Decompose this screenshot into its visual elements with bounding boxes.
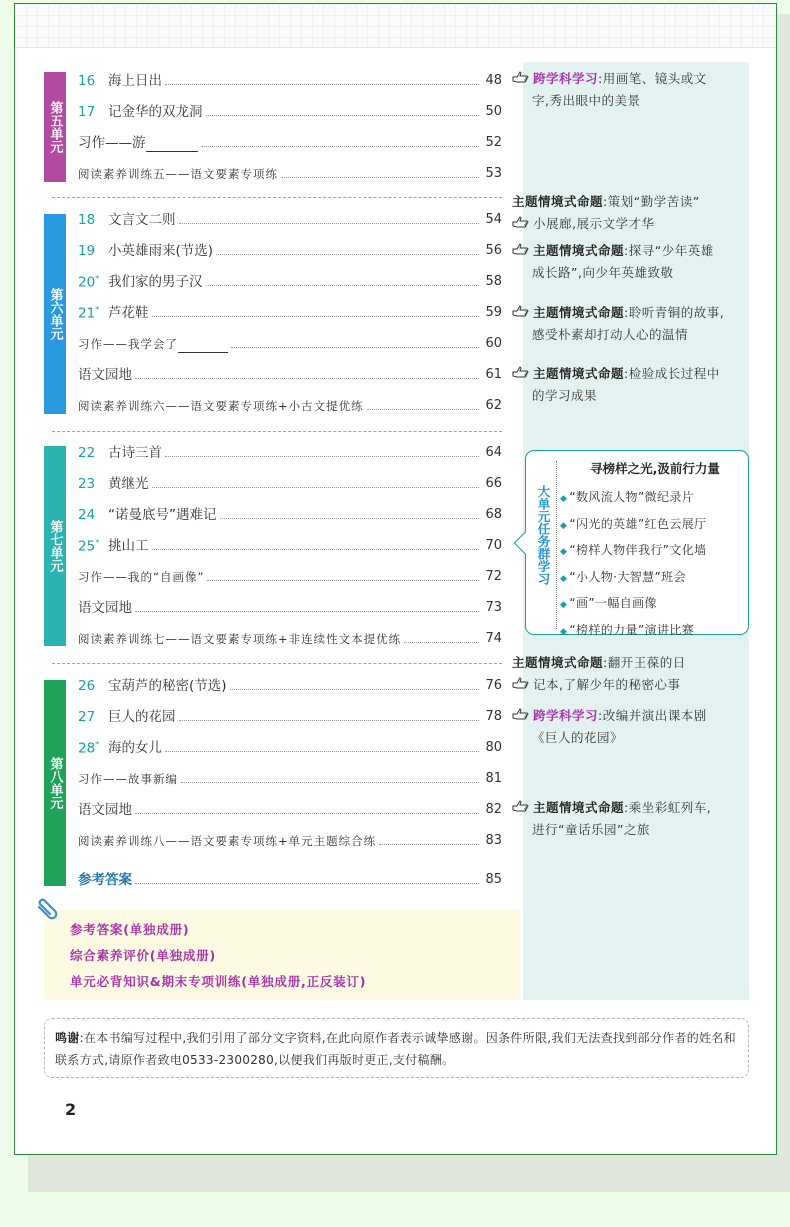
lesson-title: 阅读素养训练七——语文要素专项练+非连续性文本提优练 [78, 632, 402, 646]
leader-dots [181, 782, 479, 783]
lesson-title: 语文园地 [78, 367, 132, 383]
leader-dots [135, 378, 479, 379]
lesson-number: 22 [78, 445, 96, 461]
page-ref: 58 [485, 274, 502, 289]
ack-text: :在本书编写过程中,我们引用了部分文字资料,在此向原作者表示诚挚感谢。因条件所限,我们无法查找到部分作者的姓名和联系方式,请原作者致电0533-2300280,以便我们再版时更正,支付稿酬。 [55, 1031, 736, 1067]
leader-dots [135, 611, 479, 612]
lesson-number: 16 [78, 73, 96, 89]
lesson-title: “诺曼底号”遇难记 [108, 507, 217, 523]
lesson-title: 记金华的双龙洞 [108, 104, 203, 120]
page-ref: 52 [485, 135, 502, 150]
lesson-number: 25 [78, 538, 96, 554]
supplement-item: 单元必背知识&期末专项训练(单独成册,正反装订) [70, 974, 367, 989]
page-ref: 68 [485, 507, 502, 522]
side-note: 跨学科学习:用画笔、镜头或文 字,秀出眼中的美景 [512, 68, 758, 112]
task-divider [556, 461, 557, 629]
toc-row[interactable] [78, 364, 502, 384]
lesson-title: 我们家的男子汉 [108, 274, 203, 290]
pointing-hand-icon [512, 365, 529, 379]
leader-dots [152, 549, 480, 550]
task-item: ◆ “小人物·大智慧”班会 [560, 569, 686, 584]
page-number: 2 [65, 1100, 77, 1119]
lesson-title: 海上日出 [108, 73, 162, 89]
ack-label: 鸣谢 [55, 1031, 80, 1045]
lesson-number: 27 [78, 709, 96, 725]
lesson-title: 习作——故事新编 [78, 772, 178, 786]
side-note: 跨学科学习:改编并演出课本剧 《巨人的花园》 [512, 705, 758, 749]
fill-blank [146, 138, 198, 152]
lesson-number: 17 [78, 104, 96, 120]
optional-star: * [95, 537, 100, 547]
toc-row[interactable] [78, 302, 502, 322]
leader-dots [152, 487, 480, 488]
side-note: 主题情境式命题:翻开王葆的日 记本,了解少年的秘密心事 [512, 655, 686, 692]
lesson-title: 参考答案 [78, 872, 132, 888]
paperclip-icon [33, 897, 61, 925]
leader-dots [207, 580, 479, 581]
page-ref: 74 [485, 631, 502, 646]
pointing-hand-icon [512, 799, 529, 813]
toc-row[interactable] [78, 566, 502, 586]
pointing-hand-icon [512, 707, 529, 721]
side-note: 主题情境式命题:检验成长过程中 的学习成果 [512, 363, 758, 407]
page-ref: 60 [485, 336, 502, 351]
toc-row[interactable] [78, 535, 502, 555]
task-item: ◆ “画”一幅自画像 [560, 596, 657, 611]
lesson-title: 芦花鞋 [108, 305, 149, 321]
leader-dots [201, 146, 480, 147]
page-ref: 82 [485, 802, 502, 817]
toc-row[interactable] [78, 395, 502, 415]
leader-dots [179, 223, 480, 224]
task-title: 寻榜样之光,汲前行力量 [590, 461, 720, 476]
lesson-title: 习作——我学会了 [78, 337, 178, 351]
side-note: 主题情境式命题:探寻“少年英雄 成长路”,向少年英雄致敬 [512, 240, 758, 284]
lesson-title: 习作——我的“自画像” [78, 570, 205, 584]
leader-dots [165, 751, 479, 752]
toc-row[interactable] [78, 597, 502, 617]
unit-label-8: 第八单元 [44, 680, 66, 886]
page-ref: 73 [485, 600, 502, 615]
toc-row[interactable] [78, 504, 502, 524]
pointing-hand-icon [512, 304, 529, 318]
lesson-title: 阅读素养训练五——语文要素专项练 [78, 167, 278, 181]
section-divider [52, 663, 502, 664]
lesson-title: 海的女儿 [108, 740, 162, 756]
page-ref: 70 [485, 538, 502, 553]
pointing-hand-icon [512, 215, 529, 229]
lesson-title: 阅读素养训练八——语文要素专项练+单元主题综合练 [78, 834, 377, 848]
page-ref: 81 [485, 771, 502, 786]
pointing-hand-icon [512, 70, 529, 84]
side-note: 主题情境式命题:乘坐彩虹列车, 进行“童话乐园”之旅 [512, 797, 758, 841]
toc-row[interactable] [78, 737, 502, 757]
task-item: ◆ “闪光的英雄”红色云展厅 [560, 516, 707, 531]
page-ref: 85 [485, 872, 502, 887]
toc-row[interactable] [78, 132, 502, 152]
lesson-number: 28 [78, 740, 96, 756]
toc-row[interactable] [78, 442, 502, 462]
page-ref: 83 [485, 833, 502, 848]
acknowledgement-box [44, 1018, 749, 1078]
toc-row[interactable] [78, 628, 502, 648]
lesson-number: 18 [78, 212, 96, 228]
leader-dots [379, 844, 479, 845]
toc-row[interactable] [78, 799, 502, 819]
toc-row[interactable] [78, 271, 502, 291]
toc-row[interactable] [78, 333, 502, 353]
page-ref: 76 [485, 678, 502, 693]
leader-dots [281, 177, 479, 178]
side-note: 主题情境式命题:策划“勤学苦读” 小展廊,展示文学才华 [512, 194, 700, 231]
task-item: ◆ “数风流人物”微纪录片 [560, 490, 695, 504]
leader-dots [135, 813, 479, 814]
leader-dots [231, 347, 479, 348]
lesson-title: 语文园地 [78, 600, 132, 616]
task-side-label: 大单元任务群学习 [536, 485, 551, 585]
pointing-hand-icon [512, 676, 529, 690]
side-note: 主题情境式命题:聆听青铜的故事, 感受朴素却打动人心的温情 [512, 302, 758, 346]
page-ref: 66 [485, 476, 502, 491]
page-ref: 78 [485, 709, 502, 724]
lesson-title: 挑山工 [108, 538, 149, 554]
leader-dots [216, 254, 479, 255]
page-ref: 48 [485, 73, 502, 88]
page-ref: 80 [485, 740, 502, 755]
page-ref: 50 [485, 104, 502, 119]
lesson-title: 宝葫芦的秘密(节选) [108, 678, 227, 694]
toc-row[interactable] [78, 869, 502, 889]
leader-dots [152, 316, 480, 317]
unit-label-6: 第六单元 [44, 214, 66, 414]
unit-label-7: 第七单元 [44, 446, 66, 646]
toc-row[interactable] [78, 830, 502, 850]
lesson-title: 习作——游 [78, 135, 146, 151]
lesson-number: 26 [78, 678, 96, 694]
lesson-number: 19 [78, 243, 96, 259]
lesson-number: 21 [78, 305, 96, 321]
lesson-title: 巨人的花园 [108, 709, 176, 725]
leader-dots [220, 518, 480, 519]
lesson-title: 阅读素养训练六——语文要素专项练+小古文提优练 [78, 399, 364, 413]
task-item: ◆ “榜样的力量”演讲比赛 [560, 622, 695, 637]
page-ref: 53 [485, 166, 502, 181]
leader-dots [135, 883, 479, 884]
leader-dots [206, 115, 480, 116]
leader-dots [179, 720, 480, 721]
page-ref: 62 [485, 398, 502, 413]
toc-row[interactable] [78, 70, 502, 90]
toc-row[interactable] [78, 163, 502, 183]
lesson-title: 语文园地 [78, 802, 132, 818]
page-ref: 56 [485, 243, 502, 258]
supplement-item: 综合素养评价(单独成册) [70, 948, 217, 963]
page-ref: 54 [485, 212, 502, 227]
supplements-box [44, 910, 520, 1000]
optional-star: * [95, 739, 100, 749]
toc-row[interactable] [78, 706, 502, 726]
supplement-item: 参考答案(单独成册) [70, 922, 190, 937]
section-divider [52, 431, 502, 432]
page-ref: 59 [485, 305, 502, 320]
grid-header-band [15, 4, 776, 48]
fill-blank [178, 339, 228, 353]
leader-dots [165, 84, 479, 85]
toc-row[interactable] [78, 240, 502, 260]
lesson-number: 23 [78, 476, 96, 492]
leader-dots [206, 285, 480, 286]
callout-arrow [514, 532, 537, 555]
page [14, 3, 777, 1155]
toc-row[interactable] [78, 473, 502, 493]
toc-row[interactable] [78, 209, 502, 229]
leader-dots [230, 689, 479, 690]
optional-star: * [95, 273, 100, 283]
lesson-title: 古诗三首 [108, 445, 162, 461]
lesson-title: 黄继光 [108, 476, 149, 492]
leader-dots [404, 642, 479, 643]
section-divider [52, 197, 502, 198]
lesson-number: 24 [78, 507, 96, 523]
task-item: ◆ “榜样人物伴我行”文化墙 [560, 543, 707, 558]
toc-row[interactable] [78, 675, 502, 695]
lesson-number: 20 [78, 274, 96, 290]
lesson-title: 小英雄雨来(节选) [108, 243, 214, 259]
task-list [560, 485, 707, 645]
unit-label-5: 第五单元 [44, 72, 66, 182]
toc-row[interactable] [78, 768, 502, 788]
page-ref: 64 [485, 445, 502, 460]
lesson-title: 文言文二则 [108, 212, 176, 228]
leader-dots [165, 456, 479, 457]
optional-star: * [95, 304, 100, 314]
page-ref: 72 [485, 569, 502, 584]
leader-dots [367, 409, 479, 410]
pointing-hand-icon [512, 242, 529, 256]
toc-row[interactable] [78, 101, 502, 121]
page-ref: 61 [485, 367, 502, 382]
unit-task-box [525, 450, 749, 635]
